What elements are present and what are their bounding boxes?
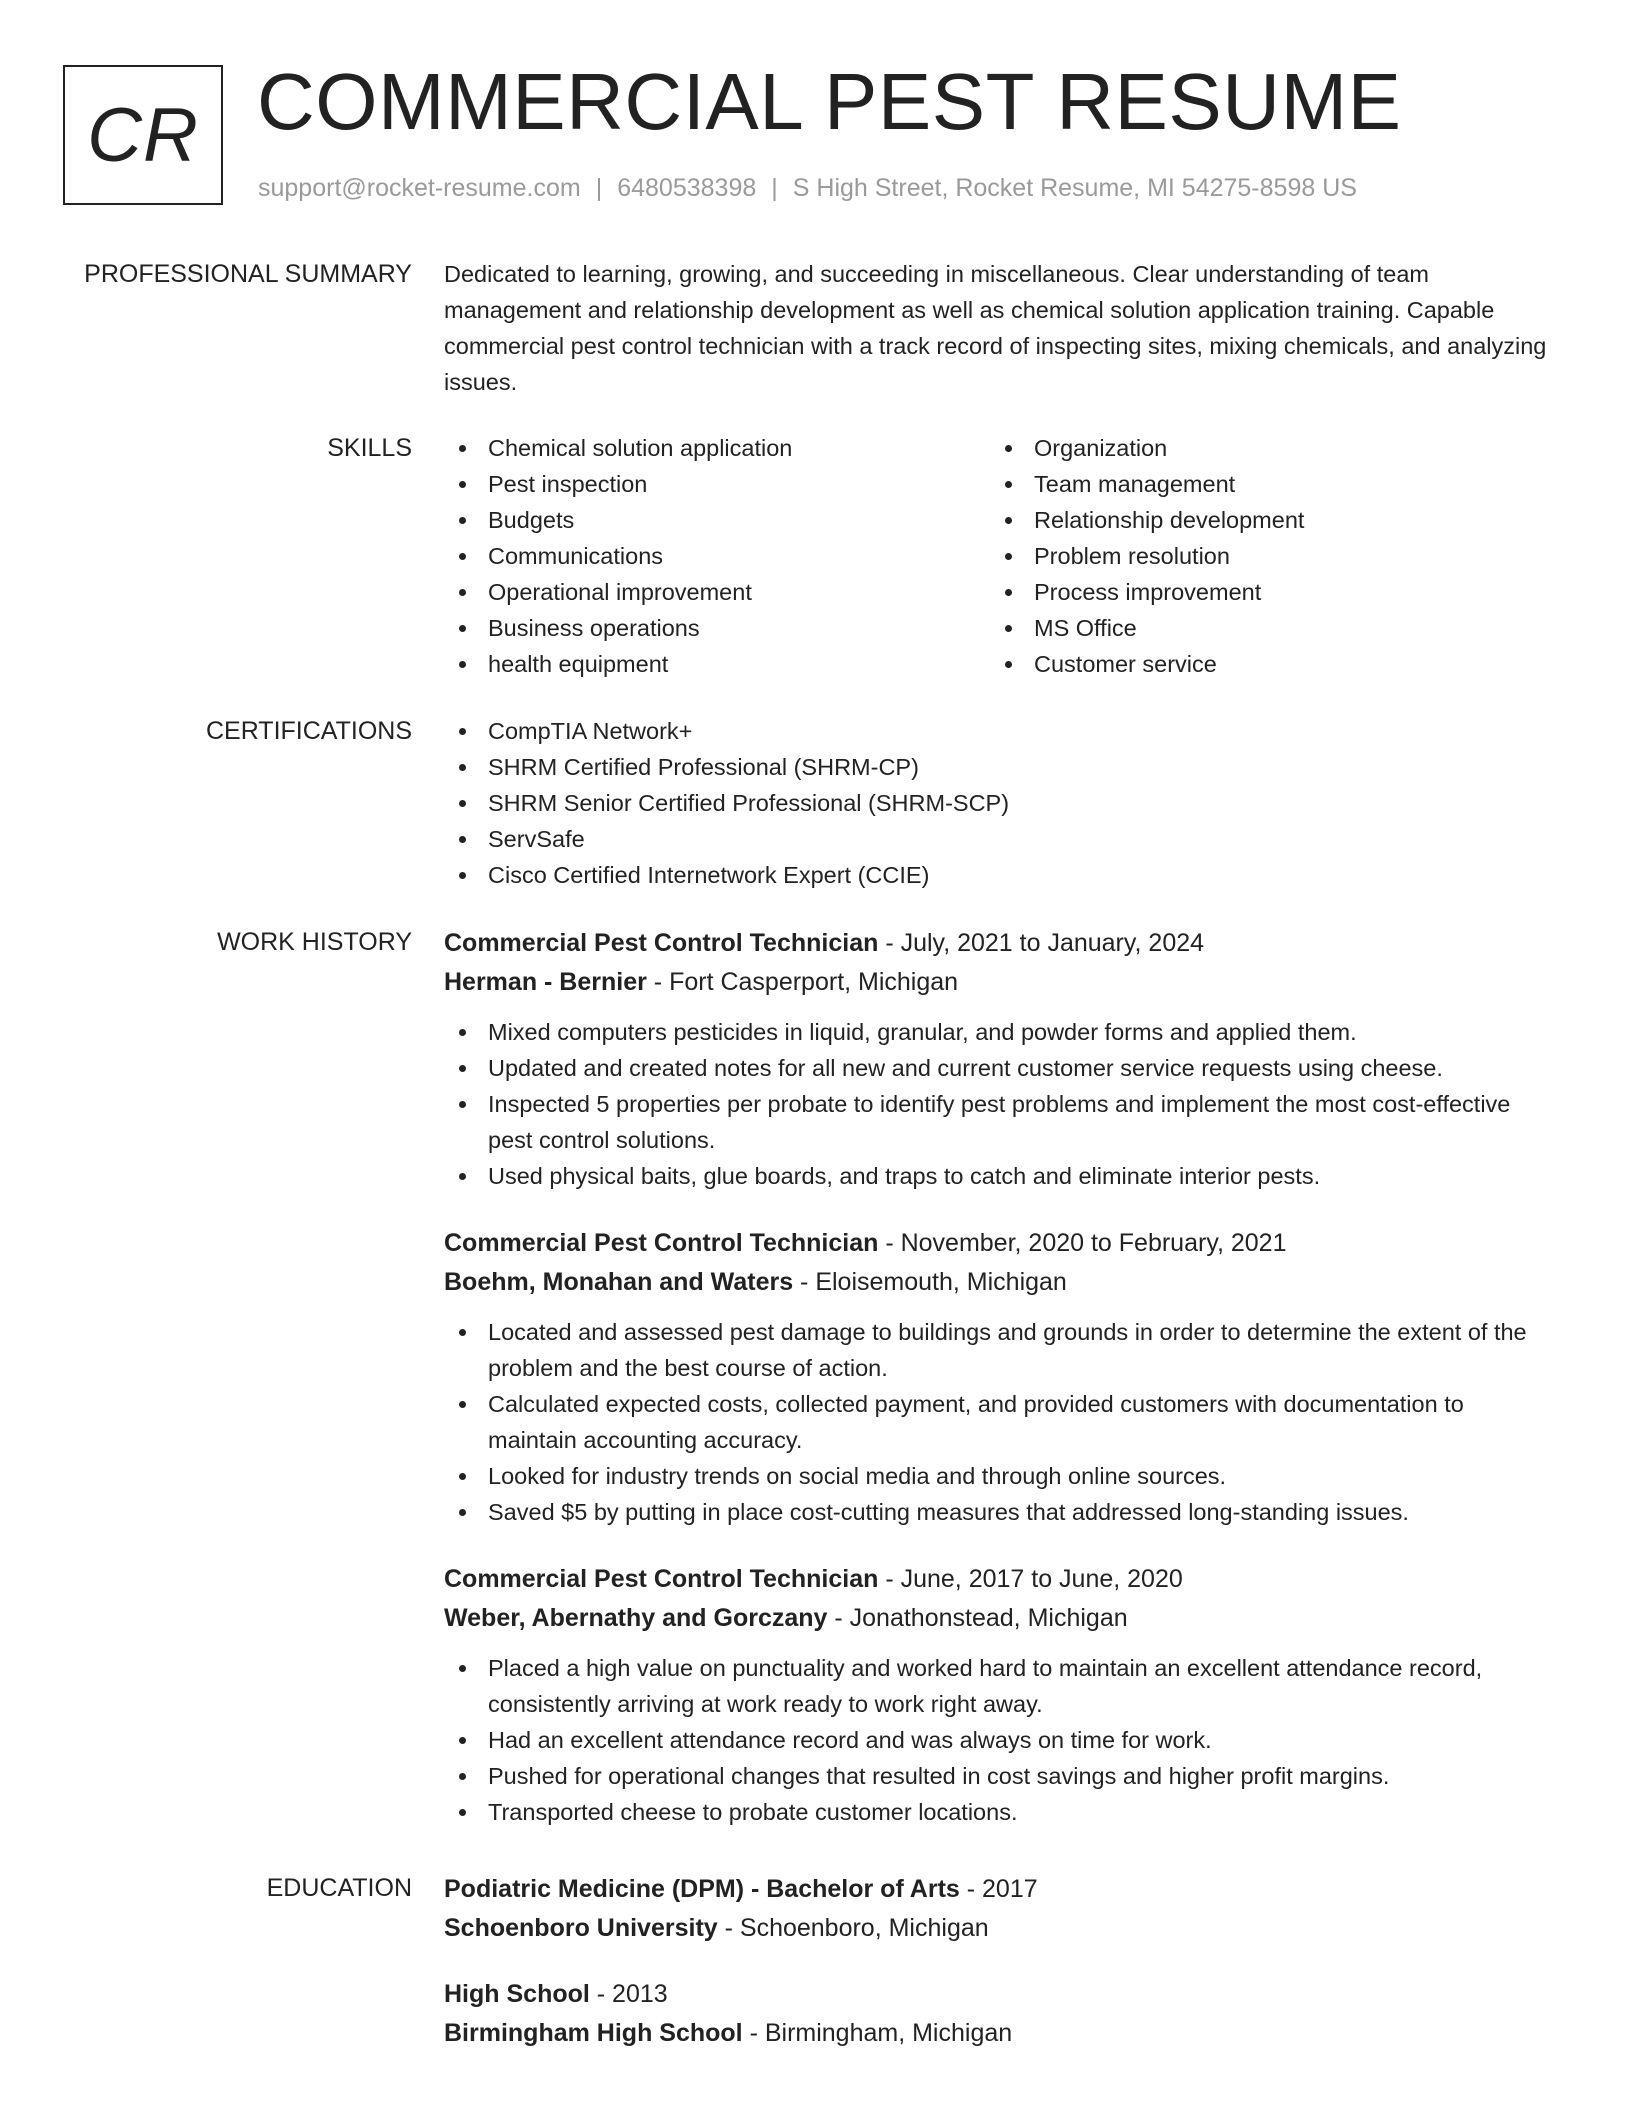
job-title: Commercial Pest Control Technician — [444, 1229, 879, 1257]
list-item: Cisco Certified Internetwork Expert (CCIE) — [444, 857, 1558, 893]
monogram-initials: CR — [87, 92, 199, 178]
list-item: Used physical baits, glue boards, and traps to catch and eliminate interior pests. — [444, 1158, 1558, 1194]
skills-list-left — [444, 430, 990, 682]
list-item: Transported cheese to probate customer locations. — [444, 1794, 1558, 1830]
separator: | — [771, 174, 778, 202]
contact-phone: 6480538398 — [617, 174, 757, 202]
list-item: Communications — [444, 538, 990, 574]
list-item: Problem resolution — [990, 538, 1536, 574]
job-dates: - November, 2020 to February, 2021 — [878, 1229, 1287, 1257]
section-label: EDUCATION — [266, 1874, 412, 1902]
job-company: Weber, Abernathy and Gorczany — [444, 1604, 828, 1632]
degree: Podiatric Medicine (DPM) - Bachelor of Arts — [444, 1875, 960, 1903]
list-item: Pest inspection — [444, 466, 990, 502]
graduation-year: - 2013 — [589, 1980, 668, 2008]
job-company: Boehm, Monahan and Waters — [444, 1268, 794, 1296]
job-location: - Eloisemouth, Michigan — [793, 1268, 1067, 1296]
list-item: Located and assessed pest damage to buildings and grounds in order to determine the extent of the problem and the best course of action. — [444, 1314, 1558, 1386]
section-label: WORK HISTORY — [217, 928, 412, 956]
list-item: CompTIA Network+ — [444, 713, 1558, 749]
job-bullets — [444, 1014, 1558, 1194]
section-label: PROFESSIONAL SUMMARY — [84, 260, 412, 288]
school-line — [444, 2014, 1558, 2053]
degree: High School — [444, 1980, 590, 2008]
job-dates: - July, 2021 to January, 2024 — [878, 929, 1205, 957]
list-item: Mixed computers pesticides in liquid, granular, and powder forms and applied them. — [444, 1014, 1558, 1050]
education-entry — [444, 1870, 1558, 1948]
list-item: health equipment — [444, 646, 990, 682]
school-location: - Birmingham, Michigan — [742, 2019, 1013, 2047]
job-title-line — [444, 1224, 1558, 1263]
list-item: Customer service — [990, 646, 1536, 682]
list-item: Inspected 5 properties per probate to identify pest problems and implement the most cost-effective pest control solutions. — [444, 1086, 1558, 1158]
list-item: MS Office — [990, 610, 1536, 646]
job-title: Commercial Pest Control Technician — [444, 1565, 879, 1593]
list-item: Organization — [990, 430, 1536, 466]
job-title-line — [444, 924, 1558, 963]
job-entry — [444, 1224, 1558, 1530]
job-title-line — [444, 1560, 1558, 1599]
school: Birmingham High School — [444, 2019, 743, 2047]
job-location: - Fort Casperport, Michigan — [646, 968, 959, 996]
monogram-badge — [63, 65, 223, 205]
school-location: - Schoenboro, Michigan — [717, 1914, 989, 1942]
list-item: Process improvement — [990, 574, 1536, 610]
list-item: Chemical solution application — [444, 430, 990, 466]
list-item: Looked for industry trends on social media and through online sources. — [444, 1458, 1558, 1494]
list-item: Business operations — [444, 610, 990, 646]
job-dates: - June, 2017 to June, 2020 — [878, 1565, 1183, 1593]
school-line — [444, 1909, 1558, 1948]
job-bullets — [444, 1650, 1558, 1830]
list-item: Calculated expected costs, collected payment, and provided customers with documentation to maintain accounting accuracy. — [444, 1386, 1558, 1458]
job-title: Commercial Pest Control Technician — [444, 929, 879, 957]
list-item: ServSafe — [444, 821, 1558, 857]
section-label: SKILLS — [327, 434, 412, 462]
separator: | — [595, 174, 603, 202]
section-label: CERTIFICATIONS — [205, 717, 412, 745]
job-entry — [444, 1560, 1558, 1830]
job-bullets — [444, 1314, 1558, 1530]
list-item: Had an excellent attendance record and was always on time for work. — [444, 1722, 1558, 1758]
job-company-line — [444, 963, 1558, 1002]
list-item: Relationship development — [990, 502, 1536, 538]
skills-list-right — [990, 430, 1536, 682]
education-entry — [444, 1975, 1558, 2053]
list-item: Placed a high value on punctuality and worked hard to maintain an excellent attendance record, consistently arriving at work ready to work right away. — [444, 1650, 1558, 1722]
list-item: Budgets — [444, 502, 990, 538]
contact-line — [258, 174, 1357, 203]
list-item: Operational improvement — [444, 574, 990, 610]
certifications-list — [444, 713, 1558, 893]
graduation-year: - 2017 — [959, 1875, 1038, 1903]
list-item: Saved $5 by putting in place cost-cutting measures that addressed long-standing issues. — [444, 1494, 1558, 1530]
list-item: SHRM Certified Professional (SHRM-CP) — [444, 749, 1558, 785]
contact-email: support@rocket-resume.com — [258, 174, 581, 202]
job-company: Herman - Bernier — [444, 968, 647, 996]
contact-address: S High Street, Rocket Resume, MI 54275-8598 US — [792, 174, 1357, 202]
job-company-line — [444, 1599, 1558, 1638]
job-entry — [444, 924, 1558, 1194]
list-item: SHRM Senior Certified Professional (SHRM-SCP) — [444, 785, 1558, 821]
list-item: Team management — [990, 466, 1536, 502]
job-company-line — [444, 1263, 1558, 1302]
summary-text: Dedicated to learning, growing, and succeeding in miscellaneous. Clear understanding of team management and relationship development as well as chemical solution application training. Capable commercial pest control technician with a track record of inspecting sites, mixing chemicals, and analyzing issues. — [444, 261, 1547, 395]
list-item: Updated and created notes for all new and current customer service requests using cheese. — [444, 1050, 1558, 1086]
school: Schoenboro University — [444, 1914, 718, 1942]
resume-title: COMMERCIAL PEST RESUME — [257, 57, 1402, 146]
degree-line — [444, 1870, 1558, 1909]
job-location: - Jonathonstead, Michigan — [827, 1604, 1128, 1632]
degree-line — [444, 1975, 1558, 2014]
list-item: Pushed for operational changes that resulted in cost savings and higher profit margins. — [444, 1758, 1558, 1794]
